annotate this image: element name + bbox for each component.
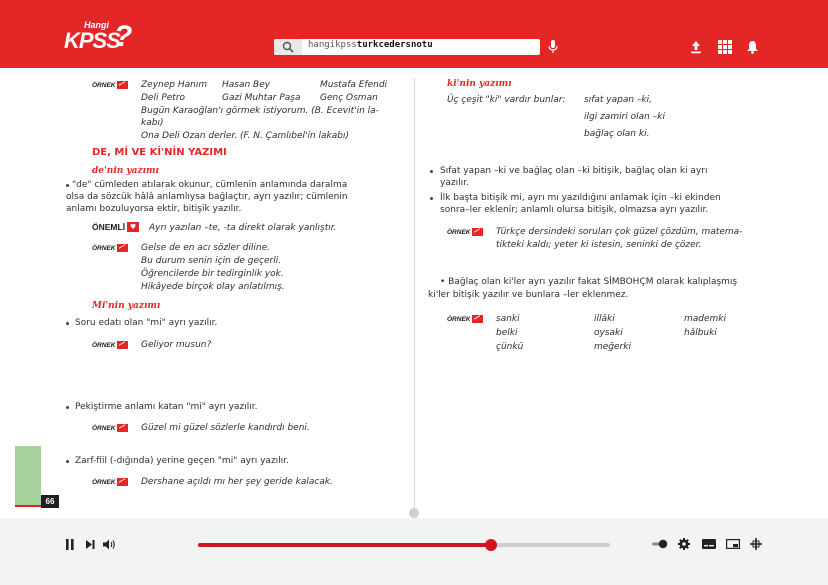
logo-small-text: Hangi: [84, 20, 110, 30]
bullet-point: [66, 322, 69, 325]
example-badge-icon: [117, 244, 128, 252]
paragraph-line: "de" cümleden atılarak okunur, cümlenin anlamında daralma: [72, 180, 348, 190]
sidebar-accent-line: [15, 505, 41, 507]
heart-icon: ♥: [127, 222, 139, 232]
example-text: Bu durum senin için de geçerli.: [141, 256, 282, 266]
paragraph-line: anlamı bozuluyorsa ektir, bitişik yazılır.: [66, 204, 242, 214]
rule-text: Sıfat yapan –ki ve bağlaç olan –ki bitişik, bağlaç olan ki ayrı: [440, 166, 708, 176]
example-text: Deli Petro: [141, 93, 186, 103]
example-label: ÖRNEK: [447, 315, 483, 323]
captions-icon[interactable]: [702, 539, 716, 549]
rule-text: Pekiştirme anlamı katan "mi" ayrı yazılır.: [75, 402, 258, 412]
logo-question-mark: ?: [114, 20, 133, 53]
example-text: tikteki kaldı; yeter ki istesin, seninki de çözer.: [496, 240, 702, 250]
example-text: Dershane açıldı mı her şey geride kalacak.: [141, 477, 333, 487]
word-item: belki: [496, 328, 518, 338]
example-badge-icon: [117, 81, 128, 89]
example-label: ÖRNEK: [92, 81, 128, 89]
grid-icon[interactable]: [718, 40, 732, 54]
search-icon: [282, 41, 294, 53]
search-button[interactable]: [274, 39, 302, 55]
site-logo[interactable]: [64, 20, 136, 54]
example-text: Genç Osman: [320, 93, 378, 103]
subheading-ki: ki'nin yazımı: [447, 79, 512, 89]
top-bar: [0, 0, 828, 68]
word-item: illâki: [594, 314, 615, 324]
next-icon[interactable]: [86, 540, 95, 549]
example-badge-icon: [117, 424, 128, 432]
autoplay-toggle-icon[interactable]: [652, 539, 668, 549]
word-item: oysaki: [594, 328, 623, 338]
rule-text: Soru edatı olan "mi" ayrı yazılır.: [75, 318, 218, 328]
ki-intro: Üç çeşit "ki" vardır bunlar:: [447, 95, 566, 105]
rule-text: • Bağlaç olan ki'ler ayrı yazılır fakat SİMBOHÇM olarak kalıplaşmış: [440, 277, 738, 287]
column-divider: [414, 78, 415, 514]
settings-gear-icon[interactable]: [678, 538, 690, 550]
bell-icon[interactable]: [746, 40, 759, 54]
word-item: sanki: [496, 314, 520, 324]
example-text: Öğrencilerde bir tedirginlik yok.: [141, 269, 284, 279]
search-text-bold: turkcedersnotu: [356, 40, 433, 50]
microphone-icon[interactable]: [548, 40, 558, 54]
important-text: Ayrı yazılan –te, -ta direkt olarak yanlıştır.: [149, 223, 337, 233]
example-badge-icon: [472, 228, 483, 236]
ki-type: sıfat yapan –ki,: [584, 95, 652, 105]
bullet-point: [430, 170, 433, 173]
example-text: Güzel mi güzel sözlerle kandırdı beni.: [141, 423, 310, 433]
example-text: Gelse de en acı sözler diline.: [141, 243, 270, 253]
volume-icon[interactable]: [103, 539, 116, 550]
rule-text: ki'ler bitişik yazılır ve bunlara –ler eklenmez.: [428, 290, 629, 300]
rule-text: sonra–ler eklenir; anlamlı olursa bitişik, olmazsa ayrı yazılır.: [440, 205, 709, 215]
example-text: Mustafa Efendi: [320, 80, 388, 90]
progress-bar[interactable]: [198, 543, 610, 547]
bullet-point: [66, 406, 69, 409]
example-badge-icon: [117, 478, 128, 486]
example-label: ÖRNEK: [92, 478, 128, 486]
scroll-handle[interactable]: [409, 508, 419, 518]
miniplayer-icon[interactable]: [726, 539, 740, 549]
subheading-mi: Mi'nin yazımı: [92, 301, 161, 311]
pause-icon[interactable]: [66, 539, 74, 550]
word-item: hâlbuki: [684, 328, 717, 338]
progress-fill: [198, 543, 491, 547]
example-text: Zeynep Hanım: [141, 80, 208, 90]
page-number: 66: [41, 495, 59, 508]
example-label: ÖRNEK: [92, 341, 128, 349]
example-badge-icon: [117, 341, 128, 349]
example-badge-icon: [472, 315, 483, 323]
rule-text: Zarf-fiil (-dığında) yerine geçen "mi" ayrı yazılır.: [75, 456, 289, 466]
search-text-prefix: hangikpss: [308, 40, 357, 50]
example-label: ÖRNEK: [92, 424, 128, 432]
document-page: [0, 68, 828, 518]
search-input[interactable]: [308, 40, 433, 50]
example-text: Hasan Bey: [222, 80, 271, 90]
ki-type: bağlaç olan ki.: [584, 129, 650, 139]
example-label: ÖRNEK: [447, 228, 483, 236]
subheading-de: de'nin yazımı: [92, 166, 159, 176]
bullet-point: [66, 460, 69, 463]
word-item: mademki: [684, 314, 727, 324]
fullscreen-icon[interactable]: [750, 538, 762, 550]
example-text: Hikâyede birçok olay anlatılmış.: [141, 282, 285, 292]
bullet-point: [66, 184, 69, 187]
example-text: Türkçe dersindeki soruları çok güzel çözdüm, matema-: [496, 227, 743, 237]
sidebar-strip: [15, 446, 41, 506]
section-heading: DE, Mİ VE Kİ'NİN YAZIMI: [92, 147, 227, 158]
example-text: kabı): [141, 118, 164, 128]
rule-text: yazılır.: [440, 178, 469, 188]
example-label: ÖRNEK: [92, 244, 128, 252]
example-text: Gazi Muhtar Paşa: [222, 93, 301, 103]
upload-icon[interactable]: [690, 40, 702, 54]
bullet-point: [430, 197, 433, 200]
search-bar[interactable]: [274, 39, 540, 55]
example-text: Geliyor musun?: [141, 340, 212, 350]
important-label: ÖNEMLİ ♥: [92, 222, 139, 232]
progress-knob[interactable]: [485, 539, 497, 551]
logo-big-text: KPSS: [64, 28, 120, 53]
rule-text: İlk başta bitişik mi, ayrı mı yazıldığını anlamak için –ki ekinden: [440, 193, 721, 203]
example-text: Ona Deli Ozan derler. (F. N. Çamlıbel'in lakabı): [141, 131, 349, 141]
example-text: Bugün Karaoğlan'ı görmek istiyorum. (B. Ecevit'in la-: [141, 106, 379, 116]
paragraph-line: olsa da sözcük hâlâ anlamlıysa bağlaçtır, ayrı yazılır; cümlenin: [66, 192, 348, 202]
word-item: çünkü: [496, 342, 524, 352]
ki-type: ilgi zamiri olan –ki: [584, 112, 665, 122]
word-item: meğerki: [594, 342, 631, 352]
player-controls: [0, 518, 828, 585]
